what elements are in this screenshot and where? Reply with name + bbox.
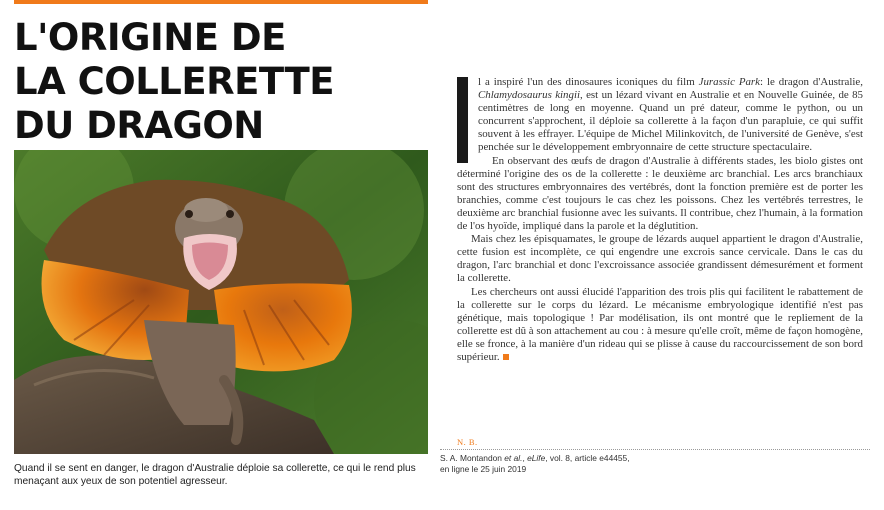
title-line: DU DRAGON [14, 104, 264, 147]
reference-etal: et al. [504, 453, 523, 463]
article-paragraph [457, 286, 863, 365]
article-title [14, 16, 434, 148]
paragraph-text: : le dragon d'Australie, [760, 76, 863, 88]
end-mark-icon [503, 354, 509, 360]
reference-online-date: en ligne le 25 juin 2019 [440, 464, 527, 474]
accent-rule [14, 0, 428, 4]
article-paragraph [457, 76, 863, 155]
paragraph-text: Les chercheurs ont aussi élucidé l'apparition des trois plis qui facilitent le rabattement de la collerette sur le corps du lézard. Le mécanisme embryologique identifié n'est pas génétique, mais topologique ! Par modélisation, ils ont montré que le repliement de la collerette est dû à son attachement au cou : à mesure qu'elle croît, même de façon homogène, elle se fronce, à la manière d'un rideau qui se plisse à cause du raccourcissement de son bord supérieur. [457, 285, 863, 363]
paragraph-text: , est un lézard vivant en Australie et en Nouvelle Guinée, de 85 centimètres de long en moyenne. Quand un pré dateur, comme le python, ou un concurrent s'approchent, il déploie sa collerette à la façon d'un parapluie, ce qui suffit souvent à les effrayer. L'équipe de Michel Milinkovitch, de l'université de Genève, s'est penchée sur le développement embryonnaire de cette structure spectaculaire. [478, 89, 863, 154]
paragraph-text: En observant des œufs de dragon d'Australie à différents stades, les biolo gistes ont déterminé l'origine des os de la collerette : le deuxième arc branchial. Les arcs branchiaux sont des structures embryonnaires des vertébrés, dont la fonction première est de porter les branchies, comme c'est toujours le cas chez les poissons. Chez les vertébrés terrestres, le deuxième arc branchial fusionne avec les suivants. Il contribue, chez l'humain, à la formation de l'os hyoïde, impliqué dans la parole et la déglutition. [457, 154, 863, 233]
drop-cap-i [457, 77, 468, 163]
title-line: L'ORIGINE DE [14, 16, 286, 59]
reference-authors: S. A. Montandon [440, 453, 505, 463]
italic-text: Chlamydosaurus kingii [478, 89, 580, 102]
paragraph-text: l a inspiré l'un des dinosaures iconiques du film [478, 76, 699, 88]
author-initials: N. B. [457, 437, 478, 447]
paragraph-text: Mais chez les épisquamates, le groupe de lézards auquel appartient le dragon d'Australie, cette fusion est incomplète, ce qui engendre une excrois sance cervicale. Dans le cas du dragon, l'arc branchial et donc l'excroissance associée grandissent démesurément et forment la collerette. [457, 233, 863, 285]
article-paragraph [457, 155, 863, 234]
frilled-lizard-photo [14, 150, 428, 454]
reference-sep: , [522, 453, 528, 463]
reference [440, 453, 860, 475]
italic-text: Jurassic Park [698, 76, 761, 88]
photo-caption: Quand il se sent en danger, le dragon d'Australie déploie sa collerette, ce qui le rend plus menaçant aux yeux de son potentiel agresseur. [14, 463, 416, 487]
reference-divider [440, 449, 870, 450]
reference-journal: eLife [527, 453, 546, 463]
article-body [457, 76, 863, 364]
title-line: LA COLLERETTE [14, 60, 334, 103]
article-paragraph [457, 233, 863, 285]
reference-details: , vol. 8, article e44455, [545, 453, 630, 463]
